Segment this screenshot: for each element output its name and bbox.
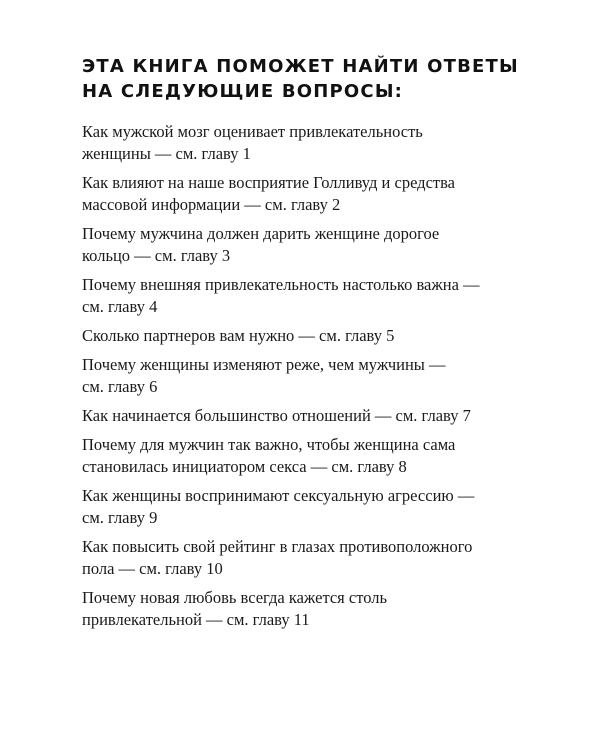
- question-item: [82, 536, 522, 580]
- question-text-line-1: Как женщины воспринимают сексуальную агрессию —: [82, 486, 475, 505]
- question-item: [82, 587, 522, 631]
- heading-line-1: ЭТА КНИГА ПОМОЖЕТ НАЙТИ ОТВЕТЫ: [82, 56, 519, 77]
- question-item: [82, 405, 522, 427]
- question-text-line-2: становилась инициатором секса — см. главу 8: [82, 457, 407, 476]
- question-item: [82, 434, 522, 478]
- question-text-line-1: Почему внешняя привлекательность настолько важна —: [82, 275, 480, 294]
- question-text-line-1: Почему мужчина должен дарить женщине дорогое: [82, 224, 440, 243]
- heading-line-2: НА СЛЕДУЮЩИЕ ВОПРОСЫ:: [82, 81, 404, 102]
- question-text-line-1: Как влияют на наше восприятие Голливуд и средства: [82, 173, 455, 192]
- questions-list: [82, 121, 522, 638]
- question-item: [82, 354, 522, 398]
- question-text-line-1: Как повысить свой рейтинг в глазах противоположного: [82, 537, 473, 556]
- question-text-line-2: женщины — см. главу 1: [82, 144, 251, 163]
- question-item: [82, 485, 522, 529]
- question-text-line-1: Почему для мужчин так важно, чтобы женщина сама: [82, 435, 456, 454]
- question-item: [82, 121, 522, 165]
- question-text-line-1: Почему новая любовь всегда кажется столь: [82, 588, 388, 607]
- question-text-line-1: Сколько партнеров вам нужно — см. главу 5: [82, 326, 395, 345]
- question-item: [82, 274, 522, 318]
- page-heading: [82, 54, 542, 104]
- question-item: [82, 223, 522, 267]
- question-text-line-1: Почему женщины изменяют реже, чем мужчины —: [82, 355, 446, 374]
- question-text-line-2: привлекательной — см. главу 11: [82, 610, 310, 629]
- question-item: [82, 172, 522, 216]
- question-item: [82, 325, 522, 347]
- question-text-line-2: кольцо — см. главу 3: [82, 246, 231, 265]
- question-text-line-2: см. главу 6: [82, 377, 158, 396]
- question-text-line-2: массовой информации — см. главу 2: [82, 195, 341, 214]
- question-text-line-2: пола — см. главу 10: [82, 559, 223, 578]
- question-text-line-1: Как мужской мозг оценивает привлекательность: [82, 122, 423, 141]
- question-text-line-2: см. главу 9: [82, 508, 158, 527]
- question-text-line-1: Как начинается большинство отношений — см. главу 7: [82, 406, 471, 425]
- question-text-line-2: см. главу 4: [82, 297, 158, 316]
